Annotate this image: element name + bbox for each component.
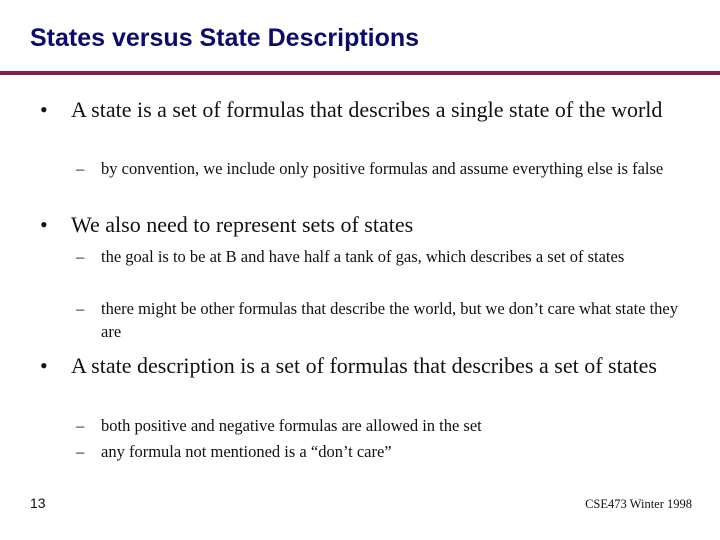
bullet-marker: • <box>40 97 48 122</box>
slide-title: States versus State Descriptions <box>30 24 420 52</box>
sub-marker: – <box>76 159 85 178</box>
sub-marker: – <box>76 416 85 435</box>
bullet-2-sub-2 <box>76 297 686 343</box>
bullet-3-sub-1-text: both positive and negative formulas are allowed in the set <box>101 416 482 435</box>
bullet-3-sub-1 <box>76 414 686 437</box>
bullet-2-sub-2-text: there might be other formulas that describe the world, but we don’t care what state they are <box>101 299 679 341</box>
sub-marker: – <box>76 247 85 266</box>
bullet-2-sub-1-text: the goal is to be at B and have half a tank of gas, which describes a set of states <box>101 247 625 266</box>
bullet-1-sub-1 <box>76 157 686 180</box>
sub-marker: – <box>76 299 85 318</box>
bullet-marker: • <box>40 353 48 378</box>
title-divider <box>0 71 720 75</box>
bullet-3-text: A state description is a set of formulas that describes a set of states <box>71 353 657 378</box>
bullet-2 <box>40 211 690 239</box>
bullet-marker: • <box>40 212 48 237</box>
sub-marker: – <box>76 442 85 461</box>
bullet-1-text: A state is a set of formulas that describes a single state of the world <box>71 97 663 122</box>
bullet-1 <box>40 96 690 124</box>
page-number: 13 <box>30 495 46 511</box>
bullet-2-sub-1 <box>76 245 686 268</box>
bullet-3-sub-2-text: any formula not mentioned is a “don’t care” <box>101 442 392 461</box>
bullet-2-text: We also need to represent sets of states <box>71 212 414 237</box>
bullet-1-sub-1-text: by convention, we include only positive formulas and assume everything else is false <box>101 159 664 178</box>
bullet-3-sub-2 <box>76 440 686 463</box>
bullet-3 <box>40 352 690 380</box>
footer-course-label: CSE473 Winter 1998 <box>585 497 692 511</box>
